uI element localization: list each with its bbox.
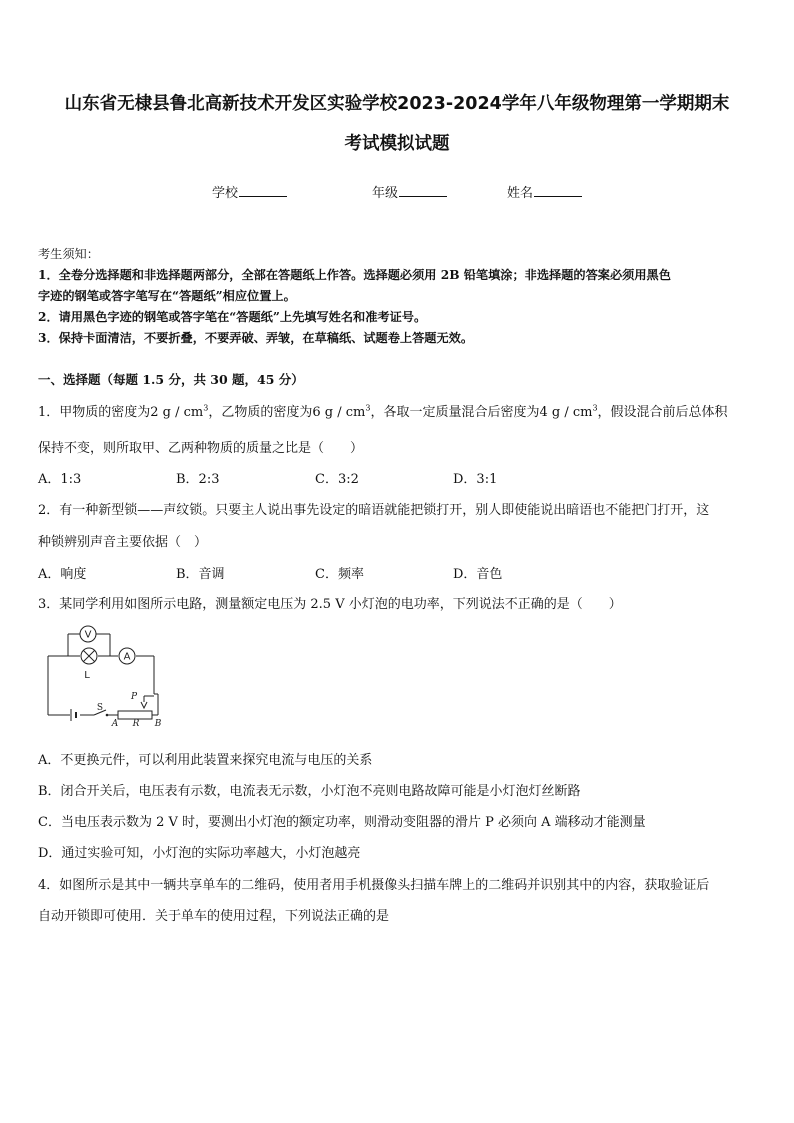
notice-item-1a: 1．全卷分选择题和非选择题两部分，全部在答题纸上作答。选择题必须用 2B 铅笔填涂；非选择题的答案必须用黑色 [38, 268, 671, 282]
section-heading: 一、选择题（每题 1.5 分，共 30 题，45 分） [38, 372, 304, 387]
student-info-row [0, 182, 794, 202]
svg-text:S: S [96, 703, 104, 713]
question-4-line-1: 4．如图所示是其中一辆共享单车的二维码，使用者用手机摄像头扫描车牌上的二维码并识别其中的内容，获取验证后 [38, 878, 710, 893]
question-2-line-2: 种锁辨别声音主要依据（ ） [38, 535, 208, 550]
grade-field[interactable] [372, 182, 447, 201]
school-label: 学校 [212, 186, 239, 201]
q2-option-a[interactable]: A．响度 [38, 567, 87, 582]
q1-option-d[interactable]: D．3:1 [453, 472, 498, 487]
svg-text:A: A [123, 651, 131, 663]
q2-option-b[interactable]: B．音调 [176, 567, 225, 582]
q1-option-c[interactable]: C．3:2 [315, 472, 359, 487]
q1-option-a[interactable]: A．1:3 [38, 472, 82, 487]
question-3-line-1: 3．某同学利用如图所示电路，测量额定电压为 2.5 V 小灯泡的电功率，下列说法不正确的是（ ） [38, 597, 622, 612]
q3-option-d[interactable]: D．通过实验可知，小灯泡的实际功率越大，小灯泡越亮 [38, 846, 361, 861]
q1-sup-3: 3 [592, 403, 598, 413]
school-blank[interactable] [239, 184, 287, 197]
q3-option-b[interactable]: B．闭合开关后，电压表有示数，电流表无示数，小灯泡不亮则电路故障可能是小灯泡灯丝断路 [38, 784, 581, 799]
q1-sup-2: 3 [365, 403, 371, 413]
grade-blank[interactable] [399, 184, 447, 197]
circuit-diagram [40, 622, 170, 727]
page-title-line-2: 考试模拟试题 [344, 134, 450, 154]
name-blank[interactable] [534, 184, 582, 197]
school-field[interactable] [212, 182, 287, 201]
svg-text:A: A [111, 719, 119, 727]
question-1-line-2: 保持不变，则所取甲、乙两种物质的质量之比是（ ） [38, 441, 364, 456]
svg-text:P: P [130, 692, 138, 702]
svg-text:V: V [84, 629, 92, 641]
rheostat-symbol [118, 711, 152, 719]
q1-unit-3: 4 g / cm [539, 405, 593, 420]
q2-option-c[interactable]: C．频率 [315, 567, 364, 582]
notice-item-2: 2．请用黑色字迹的钢笔或答字笔在“答题纸”上先填写姓名和准考证号。 [38, 310, 427, 324]
q1-sup-1: 3 [203, 403, 209, 413]
question-4-line-2: 自动开锁即可使用．关于单车的使用过程，下列说法正确的是 [38, 909, 390, 924]
svg-text:B: B [154, 719, 162, 727]
question-1-line-1 [38, 401, 763, 420]
svg-text:L: L [84, 670, 90, 681]
q1-option-b[interactable]: B．2:3 [176, 472, 220, 487]
grade-label: 年级 [372, 186, 399, 201]
q1-text-c: ，各取一定质量混合后密度为 [370, 405, 540, 420]
q1-text-d: ，假设混合前后总体积 [597, 405, 728, 420]
q2-option-d[interactable]: D．音色 [453, 567, 503, 582]
notice-item-1b: 字迹的钢笔或答字笔写在“答题纸”相应位置上。 [38, 289, 296, 303]
notice-item-3: 3．保持卡面清洁，不要折叠，不要弄破、弄皱，在草稿纸、试题卷上答题无效。 [38, 331, 474, 345]
q3-option-a[interactable]: A．不更换元件，可以利用此装置来探究电流与电压的关系 [38, 753, 373, 768]
notice-heading: 考生须知： [38, 247, 99, 261]
q3-option-c[interactable]: C．当电压表示数为 2 V 时，要测出小灯泡的额定功率，则滑动变阻器的滑片 P 必须向 A 端移动才能测量 [38, 815, 646, 830]
svg-text:R: R [132, 719, 140, 727]
question-2-line-1: 2．有一种新型锁——声纹锁。只要主人说出事先设定的暗语就能把锁打开，别人即使能说出暗语也不能把门打开，这 [38, 503, 710, 518]
q1-text-a: 1．甲物质的密度为 [38, 405, 151, 420]
q1-unit-1: 2 g / cm [150, 405, 204, 420]
name-label: 姓名 [507, 186, 534, 201]
q1-unit-2: 6 g / cm [312, 405, 366, 420]
name-field[interactable] [507, 182, 582, 201]
page-title-line-1: 山东省无棣县鲁北高新技术开发区实验学校2023-2024学年八年级物理第一学期期末 [64, 94, 730, 114]
q1-text-b: ，乙物质的密度为 [208, 405, 313, 420]
